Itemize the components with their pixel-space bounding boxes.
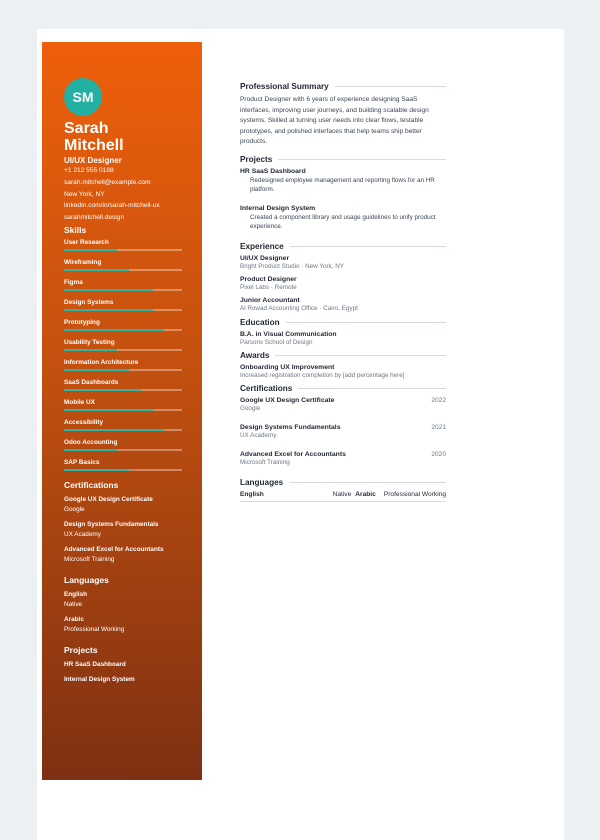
certification-title: Advanced Excel for Accountants: [240, 450, 346, 458]
certification-row: [240, 397, 446, 404]
certification-item: [240, 424, 446, 439]
certification-issuer: Google: [240, 404, 261, 412]
skill-item: [64, 259, 182, 271]
project-description: Created a component library and usage guidelines to unify product experience.: [250, 213, 436, 230]
sidebar-cert-item: [64, 521, 182, 538]
sidebar-cert-item: [64, 546, 182, 563]
skill-bar-fill: [64, 309, 153, 311]
certifications-heading: Certifications: [240, 384, 446, 393]
skill-bar-fill: [64, 429, 164, 431]
skill-bar-track: [64, 469, 182, 471]
project-description: Redesigned employee management and reporting flows for an HR platform.: [250, 176, 435, 193]
skill-name: Information Architecture: [64, 358, 139, 366]
experience-title: UI/UX Designer: [240, 254, 290, 262]
skill-item: [64, 379, 182, 391]
skill-item: [64, 399, 182, 411]
website-link[interactable]: sarahmitchell.design: [64, 214, 125, 222]
experience-heading: Experience: [240, 242, 446, 251]
skill-name: Figma: [64, 278, 83, 286]
sidebar-project-item: HR SaaS Dashboard: [64, 660, 126, 668]
sidebar-language-level: Native: [64, 600, 83, 608]
sidebar-language-item: [64, 616, 182, 633]
sidebar-projects-list: [64, 661, 182, 683]
email-link[interactable]: sarah.mitchell@example.com: [64, 178, 151, 186]
project-title: Internal Design System: [240, 204, 316, 212]
project-item: [240, 205, 446, 232]
skill-item: [64, 439, 182, 451]
project-title: HR SaaS Dashboard: [240, 167, 306, 175]
certifications-list: [240, 397, 446, 466]
certification-year: 2021: [431, 423, 446, 431]
sidebar-certifications-list: [64, 496, 182, 563]
main-column: [240, 82, 446, 502]
skill-item: [64, 299, 182, 311]
phone: +1 212 555 0188: [64, 167, 114, 174]
skill-name: Wireframing: [64, 258, 102, 266]
location: New York, NY: [64, 190, 105, 198]
skill-item: [64, 239, 182, 251]
experience-item: [240, 297, 446, 312]
skill-name: SAP Basics: [64, 458, 100, 466]
skill-name: Usability Testing: [64, 338, 115, 346]
first-name: Sarah: [64, 120, 109, 137]
skill-bar-track: [64, 349, 182, 351]
project-item: [240, 168, 446, 195]
sidebar: [42, 42, 202, 780]
sidebar-language-item: [64, 591, 182, 608]
certification-item: [240, 451, 446, 466]
sidebar-cert-issuer: Google: [64, 505, 85, 513]
skill-item: [64, 459, 182, 471]
certification-year: 2022: [431, 396, 446, 404]
skill-bar-track: [64, 249, 182, 251]
language-name: English: [240, 490, 264, 498]
education-heading: Education: [240, 318, 446, 327]
education-title: B.A. in Visual Communication: [240, 330, 337, 338]
sidebar-certifications-heading: Certifications: [64, 479, 119, 490]
experience-item: [240, 255, 446, 270]
skill-bar-fill: [64, 269, 129, 271]
skill-bar-fill: [64, 249, 117, 251]
skill-item: [64, 339, 182, 351]
education-list: [240, 331, 446, 346]
sidebar-projects-heading: Projects: [64, 644, 98, 655]
awards-list: [240, 364, 446, 379]
certification-issuer: Microsoft Training: [240, 458, 290, 466]
skill-name: Design Systems: [64, 298, 114, 306]
sidebar-languages-list: [64, 591, 182, 633]
skill-name: User Research: [64, 238, 109, 246]
experience-subtitle: Bright Product Studio · New York, NY: [240, 262, 344, 270]
experience-item: [240, 276, 446, 291]
certification-item: [240, 397, 446, 412]
sidebar-project-item: Internal Design System: [64, 675, 135, 683]
skill-item: [64, 359, 182, 371]
job-title: UI/UX Designer: [64, 156, 122, 165]
experience-title: Junior Accountant: [240, 296, 300, 304]
award-subtitle: Increased registration completion by [add percentage here]: [240, 371, 405, 379]
skill-item: [64, 319, 182, 331]
skill-bar-fill: [64, 469, 129, 471]
sidebar-language-name: Arabic: [64, 615, 84, 623]
sidebar-languages-heading: Languages: [64, 574, 109, 585]
experience-subtitle: Al Rowad Accounting Office · Cairo, Egypt: [240, 304, 358, 312]
skill-bar-track: [64, 269, 182, 271]
skill-bar-track: [64, 289, 182, 291]
sidebar-language-level: Professional Working: [64, 625, 125, 633]
skill-bar-fill: [64, 349, 117, 351]
projects-list: [240, 168, 446, 232]
skill-bar-fill: [64, 449, 117, 451]
certification-title: Design Systems Fundamentals: [240, 423, 341, 431]
sidebar-cert-title: Google UX Design Certificate: [64, 495, 153, 503]
sidebar-language-name: English: [64, 590, 88, 598]
language-level: Native: [332, 490, 352, 498]
education-subtitle: Parsons School of Design: [240, 338, 313, 346]
skill-item: [64, 279, 182, 291]
projects-heading: Projects: [240, 155, 446, 164]
skill-name: Mobile UX: [64, 398, 95, 406]
sidebar-cert-issuer: Microsoft Training: [64, 555, 115, 563]
skill-bar-fill: [64, 389, 141, 391]
skill-bar-track: [64, 389, 182, 391]
avatar: SM: [64, 78, 102, 116]
skill-bar-track: [64, 449, 182, 451]
last-name: Mitchell: [64, 137, 124, 154]
education-item: [240, 331, 446, 346]
skill-name: Odoo Accounting: [64, 438, 118, 446]
language-name: Arabic: [355, 490, 376, 498]
sidebar-cert-item: [64, 496, 182, 513]
skill-bar-track: [64, 409, 182, 411]
experience-title: Product Designer: [240, 275, 297, 283]
languages-row: [240, 491, 446, 502]
skill-bar-track: [64, 369, 182, 371]
summary-heading: Professional Summary: [240, 82, 446, 91]
skill-bar-fill: [64, 329, 164, 331]
skill-bar-fill: [64, 289, 153, 291]
awards-heading: Awards: [240, 351, 446, 360]
skill-item: [64, 419, 182, 431]
skill-bar-track: [64, 329, 182, 331]
skill-bar-track: [64, 309, 182, 311]
skill-bar-fill: [64, 369, 129, 371]
skill-name: SaaS Dashboards: [64, 378, 119, 386]
skill-bar-track: [64, 429, 182, 431]
certification-issuer: UX Academy: [240, 431, 277, 439]
skills-heading: Skills: [64, 224, 87, 235]
skill-name: Accessibility: [64, 418, 104, 426]
skill-bar-fill: [64, 409, 153, 411]
certification-row: [240, 451, 446, 458]
sidebar-cert-title: Design Systems Fundamentals: [64, 520, 159, 528]
certification-row: [240, 424, 446, 431]
languages-heading: Languages: [240, 478, 446, 487]
sidebar-cert-title: Advanced Excel for Accountants: [64, 545, 164, 553]
award-title: Onboarding UX Improvement: [240, 363, 335, 371]
experience-subtitle: Pixel Labs · Remote: [240, 283, 297, 291]
summary-text: Product Designer with 6 years of experience designing SaaS interfaces, improving user journeys, and building scalable design systems. Skilled at turning user needs into clear flows, testable prototypes, and polished interfaces that help teams ship better products.: [240, 96, 429, 145]
sidebar-cert-issuer: UX Academy: [64, 530, 101, 538]
certification-year: 2020: [431, 450, 446, 458]
linkedin-link[interactable]: linkedin.com/in/sarah-mitchell-ux: [64, 202, 160, 210]
language-level: Professional Working: [383, 490, 446, 498]
skills-list: [64, 239, 182, 471]
skill-name: Prototyping: [64, 318, 100, 326]
experience-list: [240, 255, 446, 312]
certification-title: Google UX Design Certificate: [240, 396, 335, 404]
award-item: [240, 364, 446, 379]
languages-list: [240, 491, 446, 502]
